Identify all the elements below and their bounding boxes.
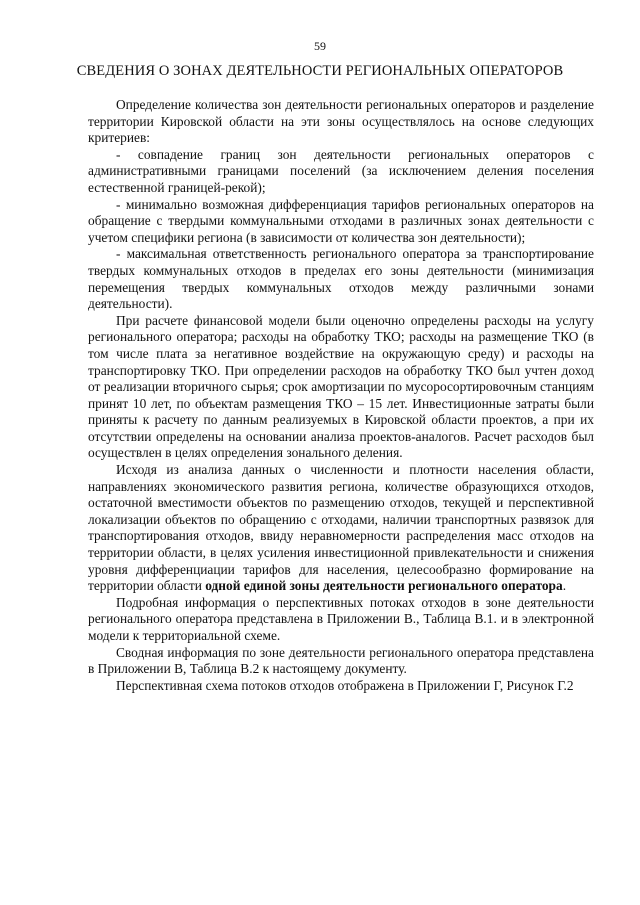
criterion-item-1: - совпадение границ зон деятельности региональных операторов с административными границами поселений (за исключением деления поселения естественной границей-рекой); (88, 146, 594, 195)
zone-conclusion-text: Исходя из анализа данных о численности и плотности населения области, направлениях экономического развития региона, количестве образующихся отходов, остаточной вместимости объектов по размещению отходов, текущей и перспективной локализации объектов по обращению с отходами, наличии транспортных развязок для транспортирования отходов, ввиду неравномерности распределения масс отходов на территории области, в целях усиления инвестиционной привлекательности и снижения уровня дифференциации тарифов для населения, целесообразно формирование на территории области (88, 462, 594, 594)
paragraph-appendix-b1: Подробная информация о перспективных потоках отходов в зоне деятельности регионального оператора представлена в Приложении В., Таблица В.1. и в электронной модели к территориальной схеме. (88, 594, 594, 643)
criterion-item-3: - максимальная ответственность регионального оператора за транспортирование твердых коммунальных отходов в пределах его зоны деятельности (минимизация перемещения твердых коммунальных отходов между различными зонами деятельности). (88, 246, 594, 312)
zone-conclusion-bold: одной единой зоны деятельности регионального оператора (205, 578, 563, 594)
page-number: 59 (314, 39, 326, 53)
section-title: СВЕДЕНИЯ О ЗОНАХ ДЕЯТЕЛЬНОСТИ РЕГИОНАЛЬНЫХ ОПЕРАТОРОВ (76, 63, 564, 79)
paragraph-appendix-b2: Сводная информация по зоне деятельности регионального оператора представлена в Приложении В, Таблица В.2 к настоящему документу. (88, 644, 594, 677)
paragraph-zone-conclusion (88, 462, 594, 595)
paragraph-financial-model: При расчете финансовой модели были оценочно определены расходы на услугу регионального оператора; расходы на обработку ТКО; расходы на размещение ТКО (в том числе плата за негативное воздействие на окружающую среду) и расходы на транспортировку ТКО. При определении расходов на обработку ТКО был учтен доход от реализации вторичного сырья; срок амортизации по мусоросортировочным станциям принят 10 лет, по объектам размещения ТКО – 15 лет. Инвестиционные затраты были приняты к расчету по данным реализуемых в Кировской области проектов, а при их отсутствии определены на основании анализа проектов-аналогов. Расчет расходов был осуществлен в целях определения зонального деления. (88, 312, 594, 461)
zone-conclusion-end: . (562, 578, 567, 594)
criterion-item-2: - минимально возможная дифференциация тарифов региональных операторов на обращение с твердыми коммунальными отходами в различных зонах деятельности с учетом специфики региона (в зависимости от количества зон деятельности); (88, 196, 594, 245)
document-body (88, 97, 594, 694)
paragraph-intro: Определение количества зон деятельности региональных операторов и разделение территории Кировской области на эти зоны осуществлялось на основе следующих критериев: (88, 97, 594, 146)
paragraph-appendix-g: Перспективная схема потоков отходов отображена в Приложении Г, Рисунок Г.2 (116, 677, 574, 693)
